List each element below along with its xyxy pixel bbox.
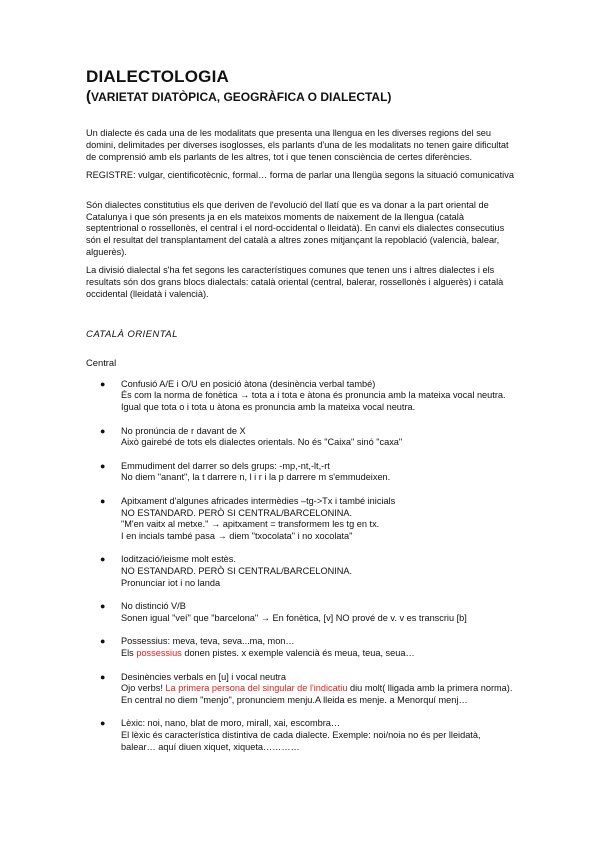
list-item [86, 636, 516, 659]
feature-list [86, 379, 516, 753]
subtitle-text: VARIETAT DIATÒPICA, GEOGRÀFICA O DIALECTAL) [91, 90, 392, 104]
item-heading: Possessius: meva, teva, seva...ma, mon… [121, 636, 295, 647]
list-item [86, 496, 516, 542]
item-heading: Iodització/ieisme molt estès. [121, 554, 236, 565]
list-item [86, 554, 516, 589]
section-title: CATALÀ ORIENTAL [86, 328, 178, 340]
list-item [86, 601, 516, 624]
item-body: Això gairebé de tots els dialectes orientals. No és "Caixa" sinó "caxa" [121, 437, 403, 448]
list-item [86, 379, 516, 414]
item-body: NO ESTANDARD. PERÒ SI CENTRAL/BARCELONINA. [121, 566, 353, 576]
subhead-central: Central [86, 356, 117, 368]
bullet-icon: ● [100, 496, 106, 507]
item-heading: Apitxament d'algunes africades intermèdies –tg->Tx i també inicials [121, 496, 396, 507]
bullet-icon: ● [100, 718, 106, 729]
item-body: Pronunciar iot i no landa [121, 577, 221, 588]
list-item [86, 672, 516, 707]
body-text: Els [121, 647, 137, 658]
document-title: DIALECTOLOGIA [86, 67, 230, 86]
item-body: No diem "anant", la t darrere n, l i r i la p darrere m s'emmudeixen. [121, 472, 391, 483]
body-text: Ojo verbs! [121, 683, 166, 694]
item-body [121, 683, 516, 706]
bullet-icon: ● [100, 378, 106, 389]
constitutius-paragraph: Són dialectes constitutius els que deriven de l'evolució del llatí que es va donar a la part oriental de Catalunya i que són presents ja en els mateixos moments de naixement de la llengua (català septentrional o rossellonès, el central i el nord-occidental o lleidatà). En canvi els dialectes consecutius són el resultat del transplantament del català a altres zones mitjançant la repoblació (valencià, balear, alguerès). [86, 199, 505, 258]
item-body: NO ESTANDARD. PERÒ SI CENTRAL/BARCELONINA. [121, 507, 353, 518]
item-body: Sonen igual "veí" que "barcelona" → En fonètica, [v] NO prové de v. v es transcriu [b] [121, 612, 467, 623]
item-heading: Confusió A/E i O/U en posició àtona (desinència verbal també) [121, 378, 376, 389]
list-item [86, 718, 516, 753]
bullet-icon: ● [100, 460, 106, 471]
item-heading: Lèxic: noi, nano, blat de moro, mirall, xai, escombra… [121, 718, 341, 729]
divisio-paragraph: La divisió dialectal s'ha fet segons les característiques comunes que tenen uns i altres dialectes i els resultats són dos grans blocs dialectals: català oriental (central, balerar, rossellonès i alguerès) i català occidental (lleidatà i valencià). [86, 265, 504, 299]
intro-paragraph: Un dialecte és cada una de les modalitats que presenta una llengua en les diverses regions del seu domini, delimitades per diverses isoglosses, els parlants d'una de les modalitats no tenen gaire dificultat de comprensió amb els parlants de les altres, tot i que tenen consciència de certes diferències. [86, 128, 509, 162]
bullet-icon: ● [100, 671, 106, 682]
highlight-text: La primera persona del singular de l'indicatiu [165, 683, 348, 694]
item-heading: No distinció V/B [121, 601, 186, 612]
bullet-icon: ● [100, 425, 106, 436]
item-body: És com la norma de fonètica → tota a i tota e àtona és pronuncia amb la mateixa vocal neutra. Igual que tota o i tota u àtona es pronuncia amb la mateixa vocal neutra. [121, 390, 506, 413]
registre-paragraph: REGISTRE: vulgar, cientificotècnic, formal… forma de parlar una llengüa segons la situació comunicativa [86, 169, 514, 180]
item-body: I en incials també pasa → diem "txocolata" i no xocolata" [121, 530, 353, 541]
item-heading: No pronúncia de r davant de X [121, 425, 246, 436]
document-page [86, 66, 516, 765]
body-text: donen pistes. x exemple valencià és meua, teua, seua… [181, 647, 415, 658]
item-heading: Desinències verbals en [u] i vocal neutra [121, 671, 286, 682]
item-body: El lèxic és característica distintiva de cada dialecte. Exemple: noi/noia no és per lleidatà, balear… aquí diuen xiquet, xiqueta………… [121, 729, 481, 752]
highlight-text: possessius [136, 647, 182, 658]
bullet-icon: ● [100, 601, 106, 612]
body-text: diu molt( lligada amb la primera norma). En central no diem "menjo", pronunciem menju.A lleida es menje. a Menorquí menj… [121, 683, 513, 705]
bullet-icon: ● [100, 554, 106, 565]
bullet-icon: ● [100, 636, 106, 647]
subtitle-paren: ( [86, 88, 91, 105]
item-heading: Emmudiment del darrer so dels grups: -mp,-nt,-lt,-rt [121, 460, 330, 471]
list-item [86, 426, 516, 449]
item-body: "M'en vaitx al metxe." → apitxament = transformem les tg en tx. [121, 519, 380, 530]
document-subtitle [86, 88, 516, 106]
list-item [86, 461, 516, 484]
item-body [121, 648, 516, 660]
